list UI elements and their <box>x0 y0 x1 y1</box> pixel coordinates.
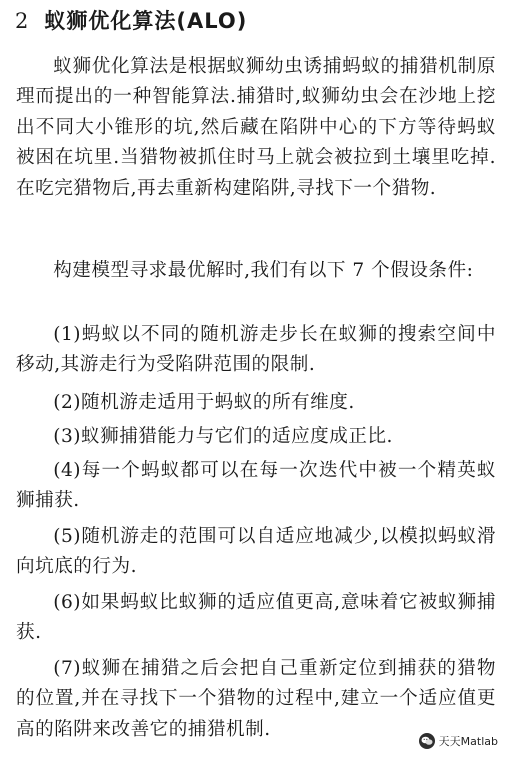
watermark-text: 天天Matlab <box>438 735 498 748</box>
assumption-4: (4)每一个蚂蚁都可以在每一次迭代中被一个精英蚁狮捕获. <box>16 460 496 512</box>
section-heading <box>15 6 247 36</box>
assumption-1: (1)蚂蚁以不同的随机游走步长在蚁狮的搜索空间中移动,其游走行为受陷阱范围的限制. <box>16 324 496 376</box>
assumption-6: (6)如果蚂蚁比蚁狮的适应值更高,意味着它被蚁狮捕获. <box>16 592 496 644</box>
assumption-7: (7)蚁狮在捕猎之后会把自己重新定位到捕获的猎物的位置,并在寻找下一个猎物的过程中,建立一个适应值更高的陷阱来改善它的捕猎机制. <box>16 658 496 740</box>
paragraph-assumptions-intro: 构建模型寻求最优解时,我们有以下 7 个假设条件: <box>53 260 474 281</box>
assumption-2: (2)随机游走适用于蚂蚁的所有维度. <box>53 392 355 413</box>
watermark <box>416 732 501 750</box>
assumption-3: (3)蚁狮捕猎能力与它们的适应度成正比. <box>53 426 393 447</box>
paragraph-intro: 蚁狮优化算法是根据蚁狮幼虫诱捕蚂蚁的捕猎机制原理而提出的一种智能算法.捕猎时,蚁狮幼虫会在沙地上挖出不同大小锥形的坑,然后藏在陷阱中心的下方等待蚂蚁被困在坑里.当猎物被抓住时马上就会被拉到土壤里吃掉.在吃完猎物后,再去重新构建陷阱,寻找下一个猎物. <box>16 56 496 199</box>
wechat-icon <box>419 733 435 749</box>
section-title: 蚁狮优化算法(ALO) <box>44 9 248 33</box>
section-number: 2 <box>15 9 29 33</box>
assumption-5: (5)随机游走的范围可以自适应地减少,以模拟蚂蚁滑向坑底的行为. <box>16 526 496 578</box>
